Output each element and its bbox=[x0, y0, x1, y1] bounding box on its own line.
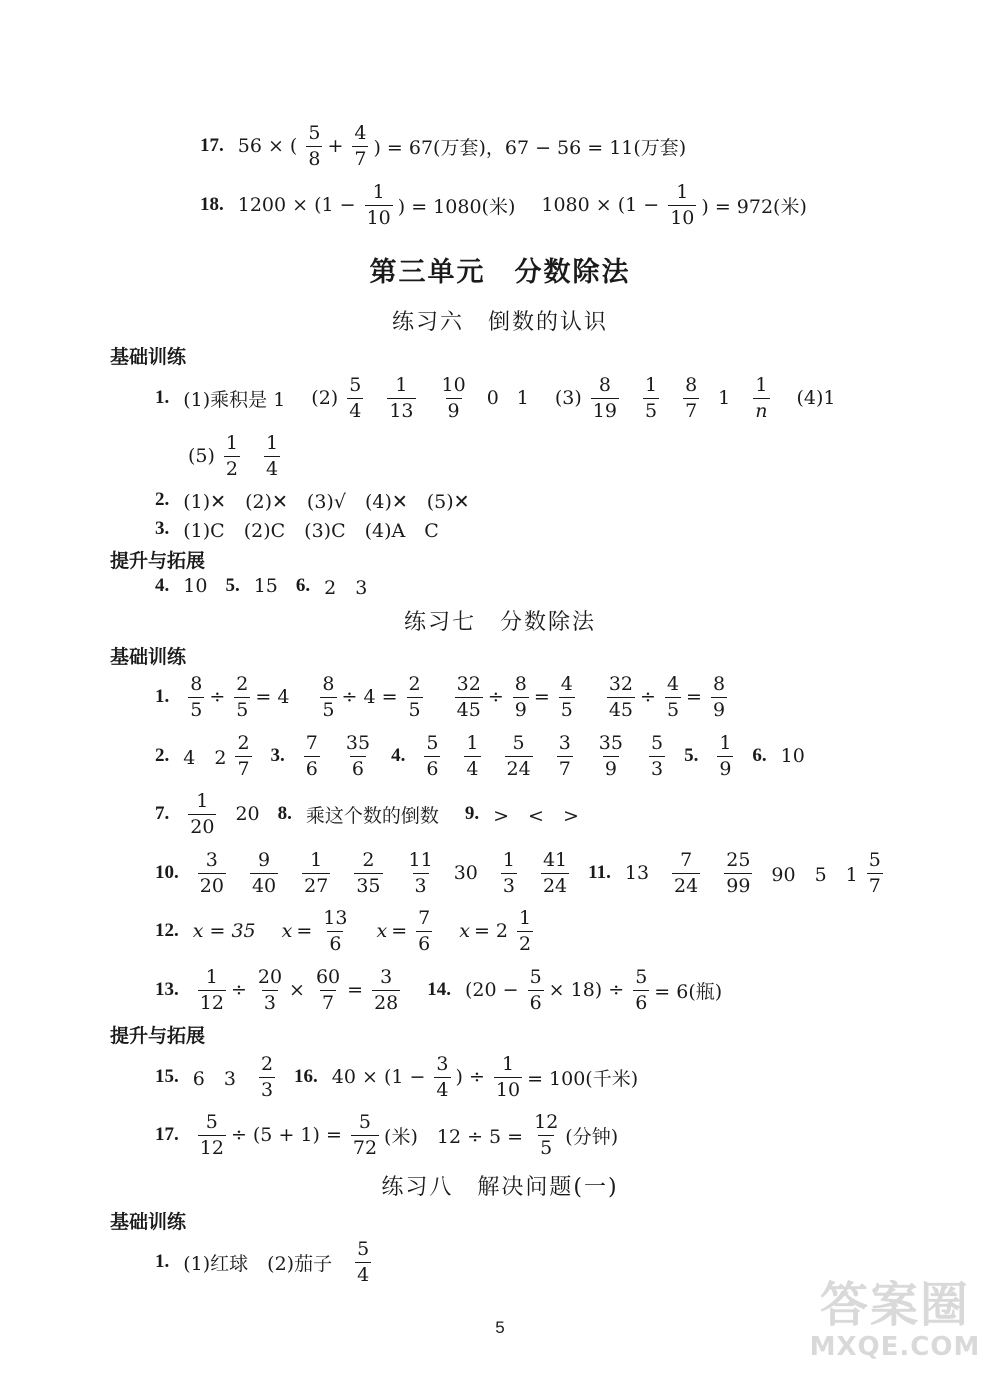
fraction: $\frac{60}{7}$ bbox=[315, 965, 341, 1014]
fraction: $\frac{3}{28}$ bbox=[374, 965, 399, 1014]
fraction: $\frac{11}{3}$ bbox=[408, 848, 433, 897]
answer-text: 1 bbox=[516, 387, 529, 409]
fraction: $\frac{3}{7}$ bbox=[558, 731, 571, 780]
fraction: $\frac{35}{9}$ bbox=[598, 731, 623, 780]
answer-text: (5) bbox=[188, 445, 215, 467]
fraction: $\frac{4}{5}$ bbox=[666, 672, 680, 721]
item-number: 2. bbox=[155, 745, 170, 766]
fraction: $\frac{5}{7}$ bbox=[868, 848, 881, 897]
fraction: $\frac{1}{9}$ bbox=[719, 731, 732, 780]
fraction: $\frac{3}{4}$ bbox=[436, 1052, 449, 1101]
answer-row-17 bbox=[200, 118, 690, 174]
operator: ÷ bbox=[640, 686, 656, 708]
fraction: $\frac{5}{72}$ bbox=[352, 1110, 378, 1159]
answer-text: 30 bbox=[453, 862, 478, 884]
fraction: $\frac{7}{6}$ bbox=[418, 906, 431, 955]
exercise-title: 练习八 解决问题(一) bbox=[381, 1175, 619, 1200]
answer-text: 1 bbox=[718, 387, 731, 409]
fraction: $\frac{5}{8}$ bbox=[308, 121, 321, 170]
expr-text: = 100(千米) bbox=[527, 1067, 639, 1090]
expr-text: ) = 1080(米) bbox=[397, 195, 516, 218]
item-number: 7. bbox=[155, 803, 170, 824]
answer-text: (2) bbox=[311, 387, 339, 409]
exercise-title: 练习七 分数除法 bbox=[403, 610, 596, 635]
expr-text: 1200 × (1 − bbox=[237, 194, 356, 216]
answer-text: (4)1 bbox=[796, 387, 836, 409]
expr-text: × 18) ÷ bbox=[548, 979, 625, 1001]
operator: ÷ bbox=[209, 686, 226, 708]
expr-text: 40 × (1 − bbox=[331, 1066, 426, 1088]
item-number: 9. bbox=[464, 803, 480, 824]
fraction: $\frac{1}{2}$ bbox=[225, 431, 239, 480]
item-number: 17. bbox=[155, 1124, 179, 1145]
section-heading: 提升与拓展 bbox=[110, 550, 206, 572]
expr-text: ÷ (5 + 1) = bbox=[230, 1124, 342, 1146]
fraction: $\frac{32}{45}$ bbox=[456, 672, 481, 721]
fraction: $\frac{1}{3}$ bbox=[502, 848, 515, 897]
fraction: $\frac{5}{3}$ bbox=[650, 731, 664, 780]
operator: ÷ bbox=[487, 686, 504, 708]
expr-text: (米) 12 ÷ 5 = bbox=[384, 1125, 524, 1148]
expr-text: = bbox=[533, 686, 550, 708]
answer-text: (1)红球 (2)茄子 bbox=[183, 1252, 333, 1275]
item-number: 16. bbox=[294, 1066, 318, 1087]
answer-row-1 bbox=[155, 669, 732, 725]
variable: x bbox=[281, 920, 293, 942]
expr-text: (分钟) bbox=[565, 1125, 619, 1148]
section-heading: 基础训练 bbox=[110, 646, 187, 668]
answer-row-12 bbox=[155, 903, 538, 959]
variable: x bbox=[459, 920, 470, 942]
fraction: $\frac{2}{35}$ bbox=[356, 848, 381, 897]
answer-text: 20 bbox=[235, 803, 260, 825]
item-number: 4. bbox=[391, 745, 406, 766]
section-heading: 基础训练 bbox=[110, 1211, 187, 1233]
fraction: $\frac{1}{20}$ bbox=[190, 789, 215, 838]
fraction: $\frac{8}{9}$ bbox=[514, 672, 527, 721]
fraction: $\frac{1}{4}$ bbox=[266, 431, 279, 480]
answer-text: (1)乘积是 1 bbox=[183, 388, 286, 411]
fraction: $\frac{7}{24}$ bbox=[674, 848, 699, 897]
answer-row-13-14 bbox=[155, 962, 726, 1018]
answer-row-1 bbox=[155, 370, 840, 426]
section-heading: 基础训练 bbox=[110, 346, 187, 368]
item-number: 1. bbox=[155, 686, 170, 707]
expr-text: ) ÷ bbox=[455, 1066, 485, 1088]
answer-row-10-11 bbox=[155, 845, 888, 901]
item-number: 10. bbox=[155, 862, 179, 883]
fraction: $\frac{8}{19}$ bbox=[592, 373, 617, 422]
answer-text: 10 bbox=[183, 575, 208, 597]
fraction: $\frac{5}{4}$ bbox=[349, 373, 362, 422]
item-number: 3. bbox=[155, 518, 170, 539]
item-number: 2. bbox=[155, 489, 170, 510]
expr-text: ) = 67(万套)，67 − 56 = 11(万套) bbox=[373, 136, 687, 159]
fraction: $\frac{1}{10}$ bbox=[366, 180, 391, 229]
fraction: $\frac{7}{6}$ bbox=[305, 731, 318, 780]
answer-text: 2 3 bbox=[324, 576, 368, 599]
fraction: $\frac{4}{5}$ bbox=[560, 672, 573, 721]
item-number: 18. bbox=[200, 194, 224, 215]
answer-row-18 bbox=[200, 177, 811, 233]
expr-text: = bbox=[686, 686, 702, 708]
fraction: $\frac{5}{6}$ bbox=[635, 965, 648, 1014]
fraction: $\frac{8}{5}$ bbox=[190, 672, 203, 721]
fraction: $\frac{1}{4}$ bbox=[466, 731, 479, 780]
exercise-title: 练习六 倒数的认识 bbox=[391, 310, 608, 335]
fraction: $\frac{1}{10}$ bbox=[670, 180, 695, 229]
fraction: $\frac{10}{9}$ bbox=[441, 373, 466, 422]
fraction: $\frac{1}{13}$ bbox=[389, 373, 414, 422]
fraction: $\frac{5}{6}$ bbox=[426, 731, 439, 780]
fraction: $\frac{8}{7}$ bbox=[685, 373, 698, 422]
item-number: 15. bbox=[155, 1066, 179, 1087]
equation-text: x = 35 bbox=[192, 920, 256, 942]
answer-row-17 bbox=[155, 1107, 622, 1163]
answer-text: > < > bbox=[493, 804, 579, 827]
operator: + bbox=[327, 135, 344, 157]
item-number: 12. bbox=[155, 920, 179, 941]
fraction: $\frac{9}{40}$ bbox=[251, 848, 277, 897]
answer-row-15-16 bbox=[155, 1049, 642, 1105]
equation-text: = 2 bbox=[473, 920, 508, 942]
item-number: 5. bbox=[684, 745, 699, 766]
fraction: $\frac{32}{45}$ bbox=[608, 672, 634, 721]
expr-text: 1080 × (1 − bbox=[541, 194, 660, 216]
watermark-text: 答案圈 bbox=[819, 1277, 970, 1333]
item-number: 5. bbox=[225, 575, 240, 596]
fraction: $\frac{1}{2}$ bbox=[519, 906, 532, 955]
fraction: $\frac{2}{7}$ bbox=[237, 731, 250, 780]
answer-text: 乘这个数的倒数 bbox=[305, 804, 439, 827]
item-number: 1. bbox=[155, 1251, 170, 1272]
unit-title: 第三单元 分数除法 bbox=[369, 257, 631, 288]
answer-text: (1)C (2)C (3)C (4)A C bbox=[183, 519, 439, 542]
watermark-logo bbox=[800, 1278, 990, 1378]
answer-text: 4 2 bbox=[183, 746, 227, 769]
fraction: $\frac{1}{10}$ bbox=[495, 1052, 521, 1101]
answer-row-1 bbox=[155, 1234, 376, 1290]
fraction: $\frac{1}{12}$ bbox=[199, 965, 224, 1014]
answer-text: 90 5 1 bbox=[771, 863, 858, 886]
fraction: $\frac{13}{6}$ bbox=[323, 906, 348, 955]
answer-text: (1)✕ (2)✕ (3)√ (4)✕ (5)✕ bbox=[183, 490, 470, 513]
answer-text: 10 bbox=[780, 745, 805, 767]
fraction: $\frac{5}{24}$ bbox=[506, 731, 531, 780]
fraction: $\frac{4}{7}$ bbox=[354, 121, 367, 170]
fraction: $\frac{41}{24}$ bbox=[542, 848, 568, 897]
operator: = bbox=[347, 979, 364, 1001]
watermark-url: MXQE.COM bbox=[809, 1332, 981, 1362]
operator: × bbox=[289, 979, 305, 1001]
item-number: 6. bbox=[295, 575, 311, 596]
fraction: $\frac{12}{5}$ bbox=[534, 1110, 559, 1159]
answer-text: 6 3 bbox=[192, 1067, 236, 1090]
fraction: $\frac{1}{n}$ bbox=[755, 373, 768, 422]
answer-text: 13 bbox=[624, 862, 650, 884]
item-number: 6. bbox=[752, 745, 767, 766]
item-number: 8. bbox=[277, 803, 292, 824]
fraction: $\frac{35}{6}$ bbox=[345, 731, 371, 780]
answer-row-7-9 bbox=[155, 786, 583, 842]
fraction: $\frac{20}{3}$ bbox=[257, 965, 283, 1014]
fraction: $\frac{8}{5}$ bbox=[322, 672, 335, 721]
expr-text: = 4 bbox=[255, 686, 290, 708]
fraction: $\frac{2}{3}$ bbox=[260, 1052, 274, 1101]
variable: x bbox=[376, 920, 388, 942]
fraction: $\frac{5}{6}$ bbox=[529, 965, 542, 1014]
item-number: 1. bbox=[155, 387, 170, 408]
item-number: 17. bbox=[200, 135, 224, 156]
fraction: $\frac{3}{20}$ bbox=[199, 848, 224, 897]
expr-text: 56 × ( bbox=[237, 135, 298, 157]
expr-text: = 6(瓶) bbox=[654, 980, 723, 1003]
item-number: 11. bbox=[588, 862, 611, 883]
expr-text: ÷ 4 = bbox=[341, 686, 398, 708]
item-number: 4. bbox=[155, 575, 170, 596]
item-number: 14. bbox=[427, 979, 452, 1000]
fraction: $\frac{8}{9}$ bbox=[712, 672, 726, 721]
page-number: 5 bbox=[495, 1318, 505, 1337]
operator: ÷ bbox=[230, 979, 247, 1001]
fraction: $\frac{5}{4}$ bbox=[357, 1237, 370, 1286]
fraction: $\frac{2}{5}$ bbox=[236, 672, 249, 721]
expr-text: (20 − bbox=[465, 979, 519, 1001]
item-number: 13. bbox=[155, 979, 179, 1000]
answer-text: 0 bbox=[486, 387, 499, 409]
section-heading: 提升与拓展 bbox=[110, 1025, 206, 1047]
fraction: $\frac{1}{27}$ bbox=[304, 848, 329, 897]
answer-text: 15 bbox=[253, 575, 278, 597]
expr-text: ) = 972(米) bbox=[701, 195, 807, 218]
operator: = bbox=[391, 920, 408, 942]
answer-row-2-6 bbox=[155, 728, 809, 784]
fraction: $\frac{25}{99}$ bbox=[726, 848, 751, 897]
fraction: $\frac{5}{12}$ bbox=[199, 1110, 224, 1159]
fraction: $\frac{1}{5}$ bbox=[644, 373, 658, 422]
operator: = bbox=[296, 920, 313, 942]
item-number: 3. bbox=[270, 745, 285, 766]
fraction: $\frac{2}{5}$ bbox=[408, 672, 421, 721]
answer-text: (3) bbox=[554, 387, 582, 409]
